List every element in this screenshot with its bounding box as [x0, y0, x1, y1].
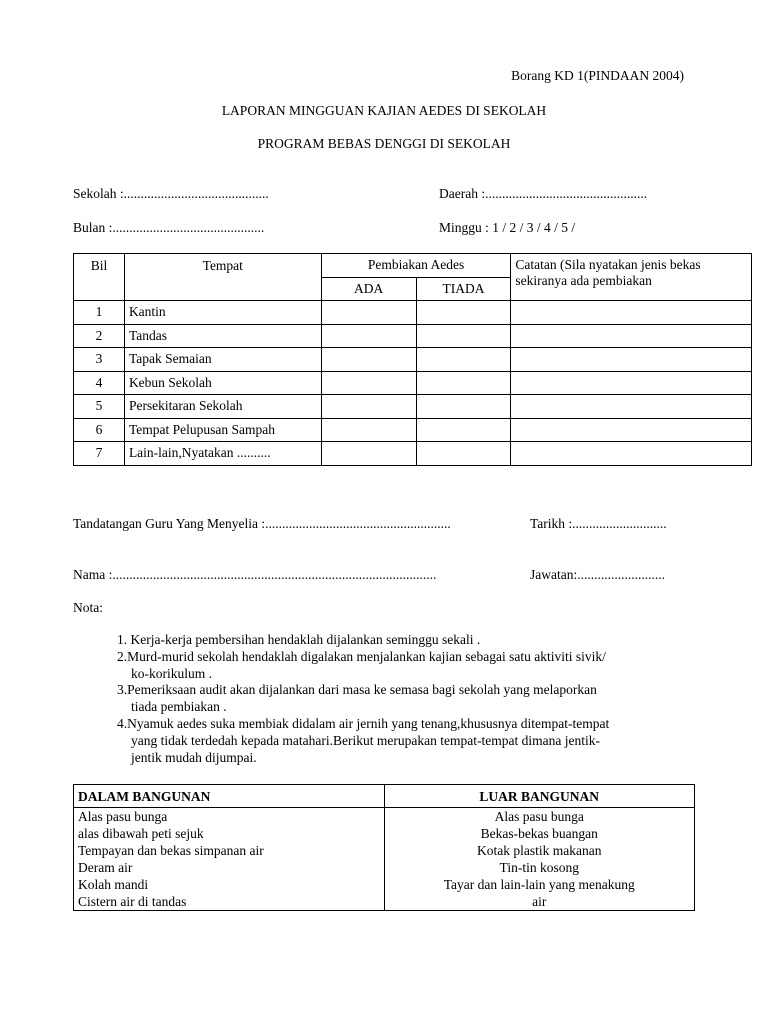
table-row: [74, 442, 752, 466]
form-code: Borang KD 1(PINDAAN 2004): [511, 68, 684, 83]
nota-item-2: 2.Murd-murid sekolah hendaklah digalakan menjalankan kajian sebagai satu aktiviti sivik/ ko-korikulum .: [117, 648, 606, 681]
luar-bangunan-item: Kotak plastik makanan: [477, 843, 602, 858]
luar-bangunan-item: Bekas-bekas buangan: [480, 826, 598, 841]
tiada-cell[interactable]: [416, 442, 511, 466]
ada-cell[interactable]: [321, 371, 416, 395]
table-row: [74, 348, 752, 372]
luar-bangunan-list: [384, 808, 695, 911]
luar-bangunan-item: air: [532, 894, 547, 909]
luar-bangunan-header: LUAR BANGUNAN: [384, 785, 695, 808]
row-place: Tempat Pelupusan Sampah: [124, 418, 321, 442]
dalam-bangunan-item: alas dibawah peti sejuk: [78, 826, 204, 841]
guru-signature-field: Tandatangan Guru Yang Menyelia :.......................................................: [73, 516, 451, 531]
row-place: Kebun Sekolah: [124, 371, 321, 395]
col-bil-header: Bil: [74, 254, 125, 301]
dalam-bangunan-item: Deram air: [78, 860, 133, 875]
row-place: Lain-lain,Nyatakan ..........: [124, 442, 321, 466]
row-number: 4: [74, 371, 125, 395]
breeding-places-table: [73, 784, 695, 911]
table-row: [74, 301, 752, 325]
jawatan-field: Jawatan:..........................: [530, 567, 665, 582]
tarikh-field: Tarikh :............................: [530, 516, 667, 531]
table-row: [74, 395, 752, 419]
catatan-cell[interactable]: [511, 418, 752, 442]
nota-label: Nota:: [73, 600, 103, 615]
col-pembiakan-header: Pembiakan Aedes: [321, 254, 511, 278]
luar-bangunan-item: Tayar dan lain-lain yang menakung: [443, 877, 635, 892]
table-row: [74, 371, 752, 395]
col-ada-header: ADA: [321, 277, 416, 301]
catatan-cell[interactable]: [511, 442, 752, 466]
ada-cell[interactable]: [321, 301, 416, 325]
daerah-field: Daerah :................................................: [439, 186, 648, 201]
ada-cell[interactable]: [321, 348, 416, 372]
ada-cell[interactable]: [321, 418, 416, 442]
row-place: Tapak Semaian: [124, 348, 321, 372]
program-title: PROGRAM BEBAS DENGGI DI SEKOLAH: [257, 136, 511, 151]
nota-item-3: 3.Pemeriksaan audit akan dijalankan dari masa ke semasa bagi sekolah yang melaporkan tiada pembiakan .: [117, 682, 597, 715]
dalam-bangunan-header: DALAM BANGUNAN: [74, 785, 385, 808]
tiada-cell[interactable]: [416, 301, 511, 325]
dalam-bangunan-item: Alas pasu bunga: [78, 809, 168, 824]
row-number: 1: [74, 301, 125, 325]
row-place: Persekitaran Sekolah: [124, 395, 321, 419]
catatan-cell[interactable]: [511, 324, 752, 348]
nota-item-1: 1. Kerja-kerja pembersihan hendaklah dijalankan seminggu sekali .: [117, 632, 481, 647]
tiada-cell[interactable]: [416, 348, 511, 372]
tiada-cell[interactable]: [416, 418, 511, 442]
minggu-field: Minggu : 1 / 2 / 3 / 4 / 5 /: [439, 220, 576, 235]
nota-list: [117, 632, 697, 766]
report-title: LAPORAN MINGGUAN KAJIAN AEDES DI SEKOLAH: [221, 103, 547, 118]
row-number: 2: [74, 324, 125, 348]
catatan-cell[interactable]: [511, 301, 752, 325]
table-row: [74, 418, 752, 442]
row-place: Kantin: [124, 301, 321, 325]
dalam-bangunan-item: Cistern air di tandas: [78, 894, 187, 909]
catatan-cell[interactable]: [511, 395, 752, 419]
nama-field: Nama :................................................................................................: [73, 567, 437, 582]
row-number: 6: [74, 418, 125, 442]
sekolah-field: Sekolah :...........................................: [73, 186, 269, 201]
ada-cell[interactable]: [321, 324, 416, 348]
luar-bangunan-item: Tin-tin kosong: [499, 860, 579, 875]
dalam-bangunan-list: [74, 808, 385, 911]
row-number: 3: [74, 348, 125, 372]
luar-bangunan-item: Alas pasu bunga: [494, 809, 584, 824]
col-tiada-header: TIADA: [416, 277, 511, 301]
tiada-cell[interactable]: [416, 324, 511, 348]
tiada-cell[interactable]: [416, 395, 511, 419]
bulan-field: Bulan :.............................................: [73, 220, 265, 235]
row-number: 7: [74, 442, 125, 466]
nota-item-4: 4.Nyamuk aedes suka membiak didalam air jernih yang tenang,khususnya ditempat-tempat yang tidak terdedah kepada matahari.Berikut merupakan tempat-tempat dimana jentik- jentik mudah dijumpai.: [117, 715, 610, 765]
col-tempat-header: Tempat: [124, 254, 321, 301]
row-place: Tandas: [124, 324, 321, 348]
table-row: [74, 324, 752, 348]
survey-table: [73, 253, 752, 466]
ada-cell[interactable]: [321, 442, 416, 466]
ada-cell[interactable]: [321, 395, 416, 419]
dalam-bangunan-item: Tempayan dan bekas simpanan air: [78, 843, 264, 858]
dalam-bangunan-item: Kolah mandi: [78, 877, 149, 892]
catatan-cell[interactable]: [511, 371, 752, 395]
catatan-cell[interactable]: [511, 348, 752, 372]
col-catatan-header: Catatan (Sila nyatakan jenis bekas sekiranya ada pembiakan: [511, 254, 752, 301]
row-number: 5: [74, 395, 125, 419]
tiada-cell[interactable]: [416, 371, 511, 395]
